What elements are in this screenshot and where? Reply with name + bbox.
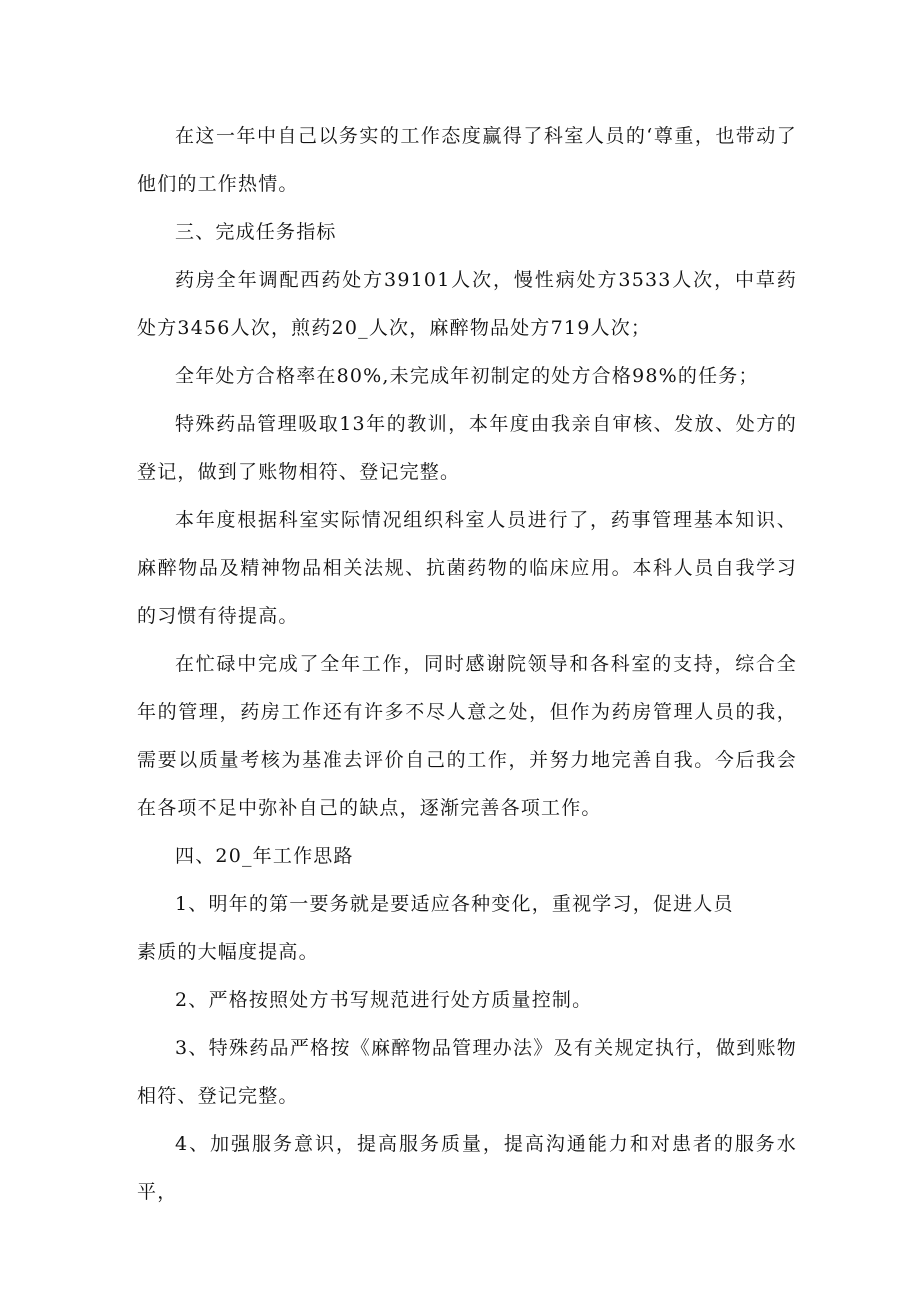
list-item-1-line-2: 素质的大幅度提高。 xyxy=(137,941,319,963)
document-body xyxy=(137,112,797,1216)
paragraph-attitude: 在这一年中自己以务实的工作态度赢得了科室人员的‘尊重，也带动了他们的工作热情。 xyxy=(137,125,797,195)
paragraph-year-summary: 在忙碌中完成了全年工作，同时感谢院领导和各科室的支持，综合全年的管理，药房工作还有许多不尽人意之处，但作为药房管理人员的我，需要以质量考核为基准去评价自己的工作，并努力地完善自我。今后我会在各项不足中弥补自己的缺点，逐渐完善各项工作。 xyxy=(137,653,797,819)
paragraph-qualification-rate: 全年处方合格率在80%,未完成年初制定的处方合格98%的任务； xyxy=(175,365,759,387)
paragraph-staff-training: 本年度根据科室实际情况组织科室人员进行了，药事管理基本知识、麻醉物品及精神物品相关法规、抗菌药物的临床应用。本科人员自我学习的习惯有待提高。 xyxy=(137,509,797,627)
paragraph-special-drug-management: 特殊药品管理吸取13年的教训，本年度由我亲自审核、发放、处方的登记，做到了账物相符、登记完整。 xyxy=(137,413,797,483)
paragraph-prescription-stats: 药房全年调配西药处方39101人次，慢性病处方3533人次，中草药处方3456人次，煎药20_人次，麻醉物品处方719人次； xyxy=(137,269,797,339)
section-heading-task-targets: 三、完成任务指标 xyxy=(175,221,337,243)
section-heading-work-plan: 四、20_年工作思路 xyxy=(175,845,354,867)
list-item-2: 2、严格按照处方书写规范进行处方质量控制。 xyxy=(175,989,593,1011)
list-item-4: 4、加强服务意识，提高服务质量，提高沟通能力和对患者的服务水平， xyxy=(137,1133,797,1203)
list-item-3: 3、特殊药品严格按《麻醉物品管理办法》及有关规定执行，做到账物相符、登记完整。 xyxy=(137,1037,797,1107)
list-item-1-line-1: 1、明年的第一要务就是要适应各种变化，重视学习，促进人员 xyxy=(175,893,734,915)
